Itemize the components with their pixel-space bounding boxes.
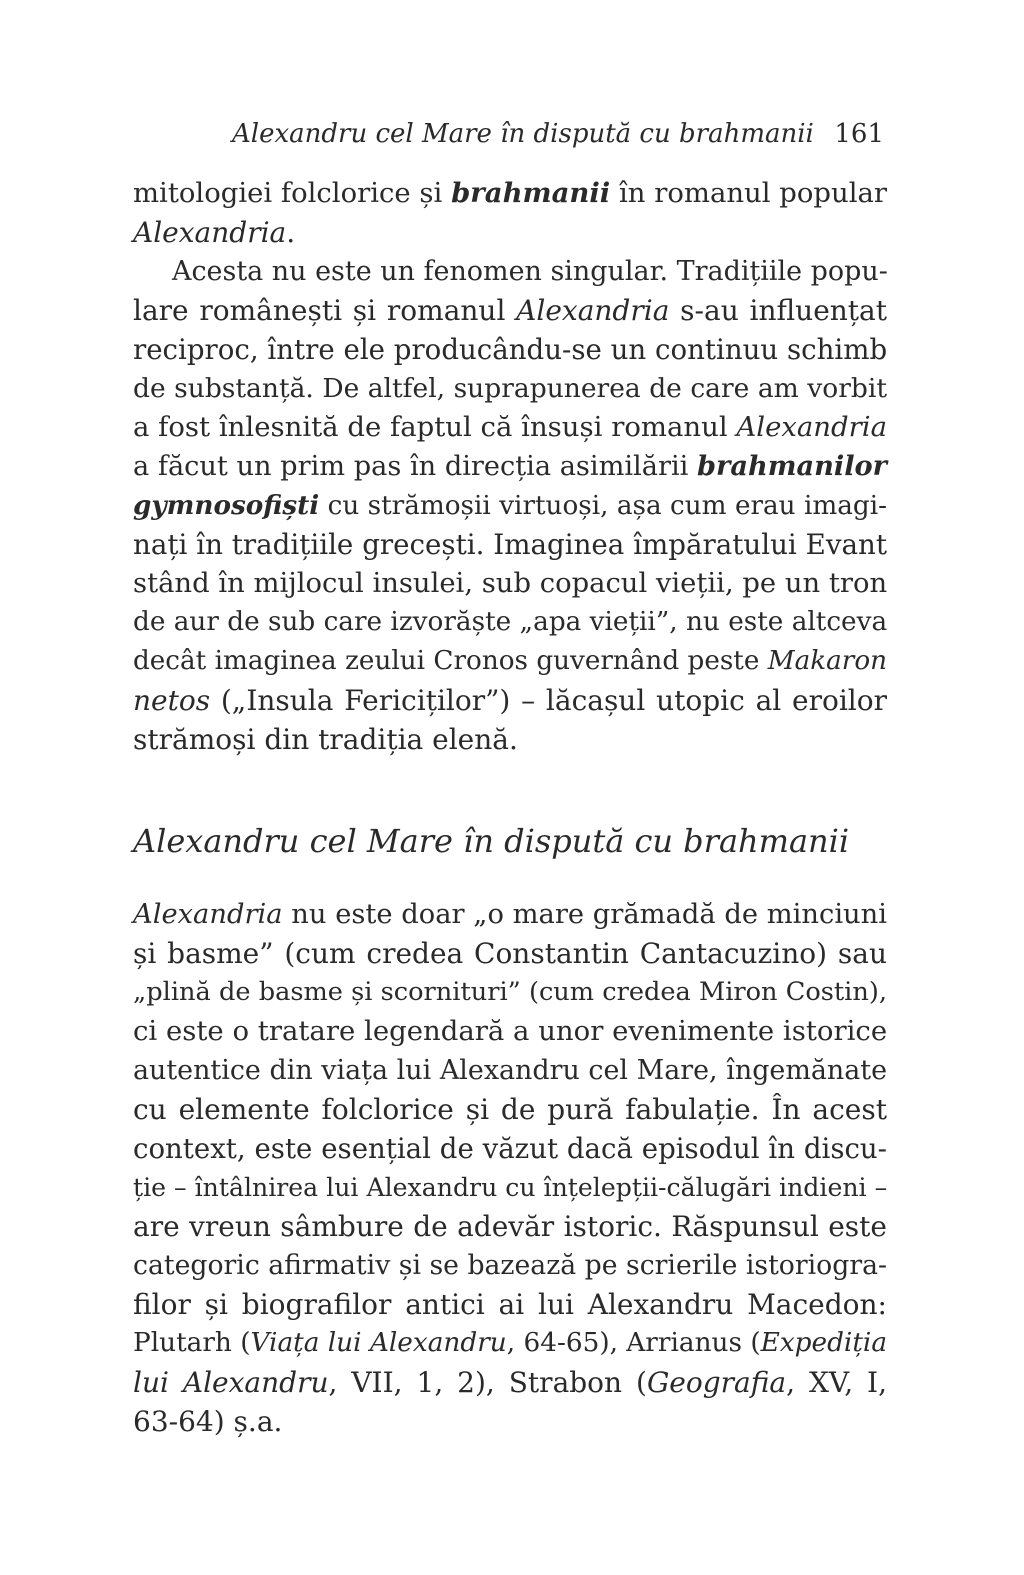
emphasis: Makaron — [767, 646, 887, 676]
text-line: context, este esențial de văzut dacă episodul în discu- — [133, 1132, 887, 1165]
emphasis: brahmanii — [451, 177, 611, 209]
text-line: Alexandria. — [133, 216, 296, 249]
text-line: filor și biografilor antici ai lui Alexandru Macedon: — [133, 1288, 887, 1321]
body-text-upper — [133, 174, 887, 759]
text-line: de aur de sub care izvorăște „apa vieții”, nu este altceva — [133, 607, 888, 637]
running-head-title: Alexandru cel Mare în dispută cu brahmanii — [232, 119, 814, 149]
emphasis: Alexandria — [516, 294, 670, 327]
text-line: lui Alexandru, VII, 1, 2), Strabon (Geografia, XV, I, — [133, 1366, 888, 1399]
text-line: 63-64) ș.a. — [133, 1405, 283, 1438]
text-line: „plină de basme și scornituri” (cum credea Miron Costin), — [133, 977, 887, 1007]
text-line: Alexandria nu este doar „o mare grămadă de minciuni — [133, 899, 887, 930]
text-line: lare românești și romanul Alexandria s-au influențat — [133, 294, 887, 327]
emphasis: lui Alexandru — [133, 1366, 329, 1399]
emphasis: gymnosofiști — [133, 490, 320, 521]
text-line: categoric afirmativ și se bazează pe scrierile istoriogra- — [133, 1250, 888, 1281]
text-line: ci este o tratare legendară a unor evenimente istorice — [133, 1015, 888, 1047]
text-line: cu elemente folclorice și de pură fabulație. În acest — [133, 1093, 887, 1126]
text-line: are vreun sâmbure de adevăr istoric. Răspunsul este — [133, 1210, 887, 1243]
emphasis: brahmanilor — [697, 450, 887, 482]
text-line: a făcut un prim pas în direcția asimilării brahmanilor — [133, 450, 887, 482]
text-line: gymnosofiști cu strămoșii virtuoși, așa cum erau imagi- — [133, 490, 887, 521]
text-line: nați în tradițiile grecești. Imaginea împăratului Evant — [133, 528, 887, 561]
text-line: ție – întâlnirea lui Alexandru cu înțelepții-călugări indieni – — [133, 1173, 888, 1202]
emphasis: Geografia — [646, 1366, 787, 1399]
text-line: de substanță. De altfel, suprapunerea de care am vorbit — [133, 373, 887, 404]
text-line: reciproc, între ele producându-se un continuu schimb — [133, 333, 888, 366]
text-line: strămoși din tradiția elenă. — [133, 723, 518, 756]
text-line: autentice din viața lui Alexandru cel Mare, îngemănate — [133, 1055, 887, 1086]
text-line: mitologiei folclorice și brahmanii în romanul popular — [133, 177, 887, 209]
emphasis: Alexandria — [133, 216, 287, 249]
text-line: decât imaginea zeului Cronos guvernând peste Makaron — [133, 646, 887, 676]
text-line: Plutarh (Viața lui Alexandru, 64-65), Arrianus (Expediția — [133, 1328, 888, 1358]
emphasis: Alexandria — [133, 899, 283, 930]
text-line: a fost înlesnită de faptul că însuși romanul Alexandria — [133, 411, 887, 443]
emphasis: Alexandria — [736, 411, 887, 443]
emphasis: Expediția — [760, 1328, 888, 1358]
text-line: netos („Insula Fericiților”) – lăcașul utopic al eroilor — [133, 684, 887, 717]
emphasis: netos — [133, 684, 211, 717]
section-heading: Alexandru cel Mare în dispută cu brahmanii — [133, 822, 850, 860]
text-line: și basme” (cum credea Constantin Cantacuzino) sau — [133, 937, 887, 970]
text-line: Acesta nu este un fenomen singular. Tradițiile popu- — [172, 256, 888, 287]
emphasis: Viața lui Alexandru — [250, 1328, 507, 1358]
running-head — [133, 114, 887, 154]
body-text-lower — [133, 895, 887, 1441]
page-number: 161 — [834, 119, 884, 149]
text-line: stând în mijlocul insulei, sub copacul vieții, pe un tron — [133, 568, 888, 599]
